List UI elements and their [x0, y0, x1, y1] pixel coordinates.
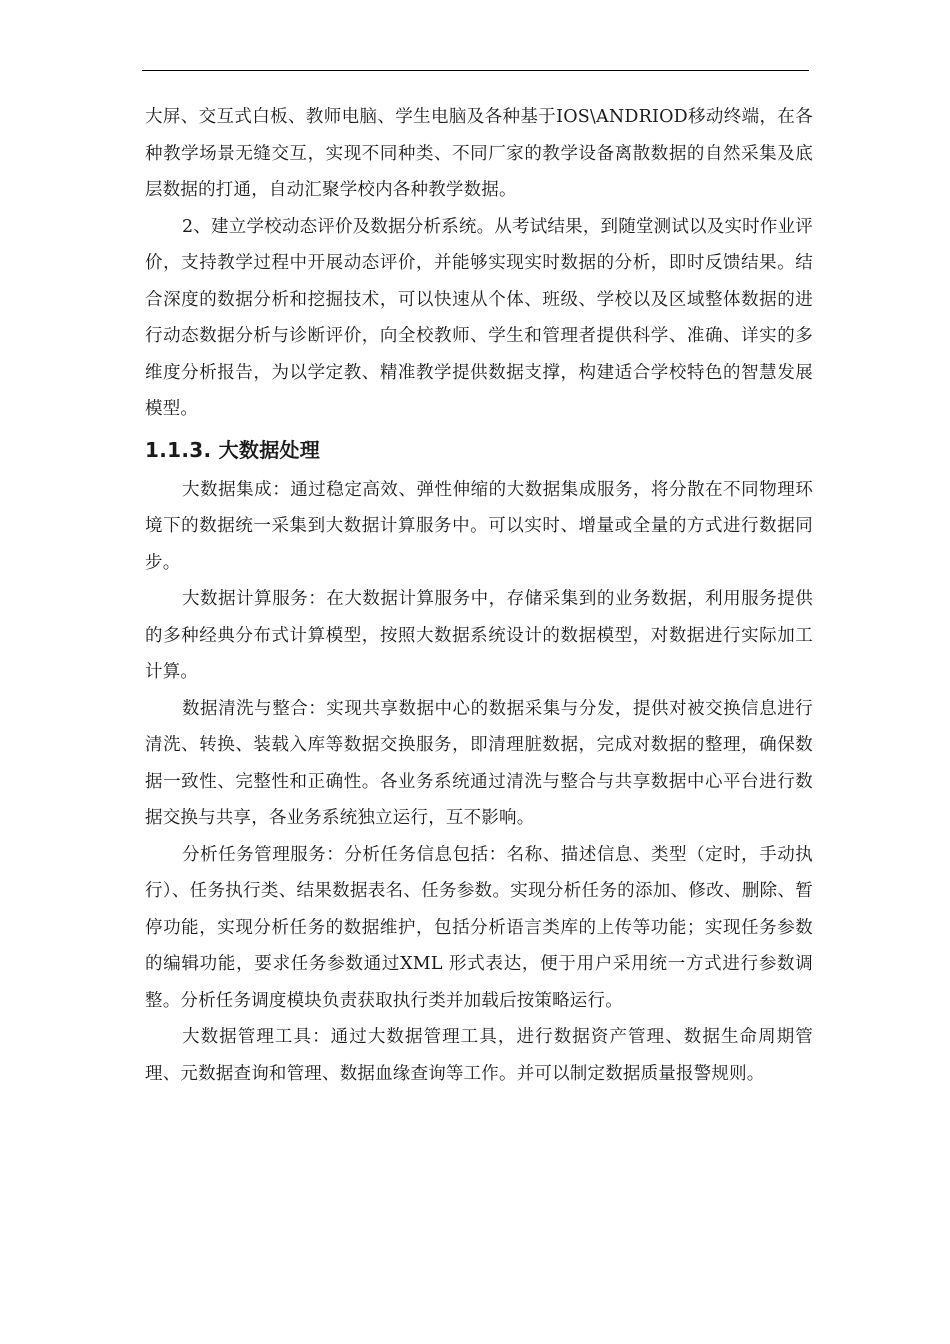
paragraph-data-integration: 大数据集成：通过稳定高效、弹性伸缩的大数据集成服务，将分散在不同物理环境下的数据统一采集到大数据计算服务中。可以实时、增量或全量的方式进行数据同步。 — [145, 479, 813, 573]
paragraph-evaluation-system: 2、建立学校动态评价及数据分析系统。从考试结果，到随堂测试以及实时作业评价，支持教学过程中开展动态评价，并能够实现实时数据的分析，即时反馈结果。结合深度的数据分析和挖掘技术，可以快速从个体、班级、学校以及区域整体数据的进行动态数据分析与诊断评价，向全校教师、学生和管理者提供科学、准确、详实的多维度分析报告，为以学定教、精准教学提供数据支撑，构建适合学校特色的智慧发展模型。 — [145, 216, 813, 419]
header-rule — [142, 70, 809, 71]
paragraph-data-computing: 大数据计算服务：在大数据计算服务中，存储采集到的业务数据，利用服务提供的多种经典分布式计算模型，按照大数据系统设计的数据模型，对数据进行实际加工计算。 — [145, 589, 813, 682]
paragraph-task-management: 分析任务管理服务：分析任务信息包括：名称、描述信息、类型（定时，手动执行）、任务执行类、结果数据表名、任务参数。实现分析任务的添加、修改、删除、暂停功能，实现分析任务的数据维护，包括分析语言类库的上传等功能；实现任务参数的编辑功能，要求任务参数通过XML 形式表达，便于用户采用统一方式进行参数调整。分析任务调度模块负责获取执行类并加载后按策略运行。 — [145, 844, 813, 1011]
section-heading: 1.1.3. 大数据处理 — [145, 437, 321, 462]
paragraph-continuation: 大屏、交互式白板、教师电脑、学生电脑及各种基于IOS\ANDRIOD移动终端，在各种教学场景无缝交互，实现不同种类、不同厂家的教学设备离散数据的自然采集及底层数据的打通，自动汇聚学校内各种教学数据。 — [145, 107, 813, 200]
document-body — [145, 99, 813, 1092]
paragraph-management-tools: 大数据管理工具：通过大数据管理工具，进行数据资产管理、数据生命周期管理、元数据查询和管理、数据血缘查询等工作。并可以制定数据质量报警规则。 — [145, 1027, 813, 1084]
paragraph-data-cleansing: 数据清洗与整合：实现共享数据中心的数据采集与分发，提供对被交换信息进行清洗、转换、装载入库等数据交换服务，即清理脏数据，完成对数据的整理，确保数据一致性、完整性和正确性。各业务系统通过清洗与整合与共享数据中心平台进行数据交换与共享，各业务系统独立运行，互不影响。 — [145, 698, 813, 828]
